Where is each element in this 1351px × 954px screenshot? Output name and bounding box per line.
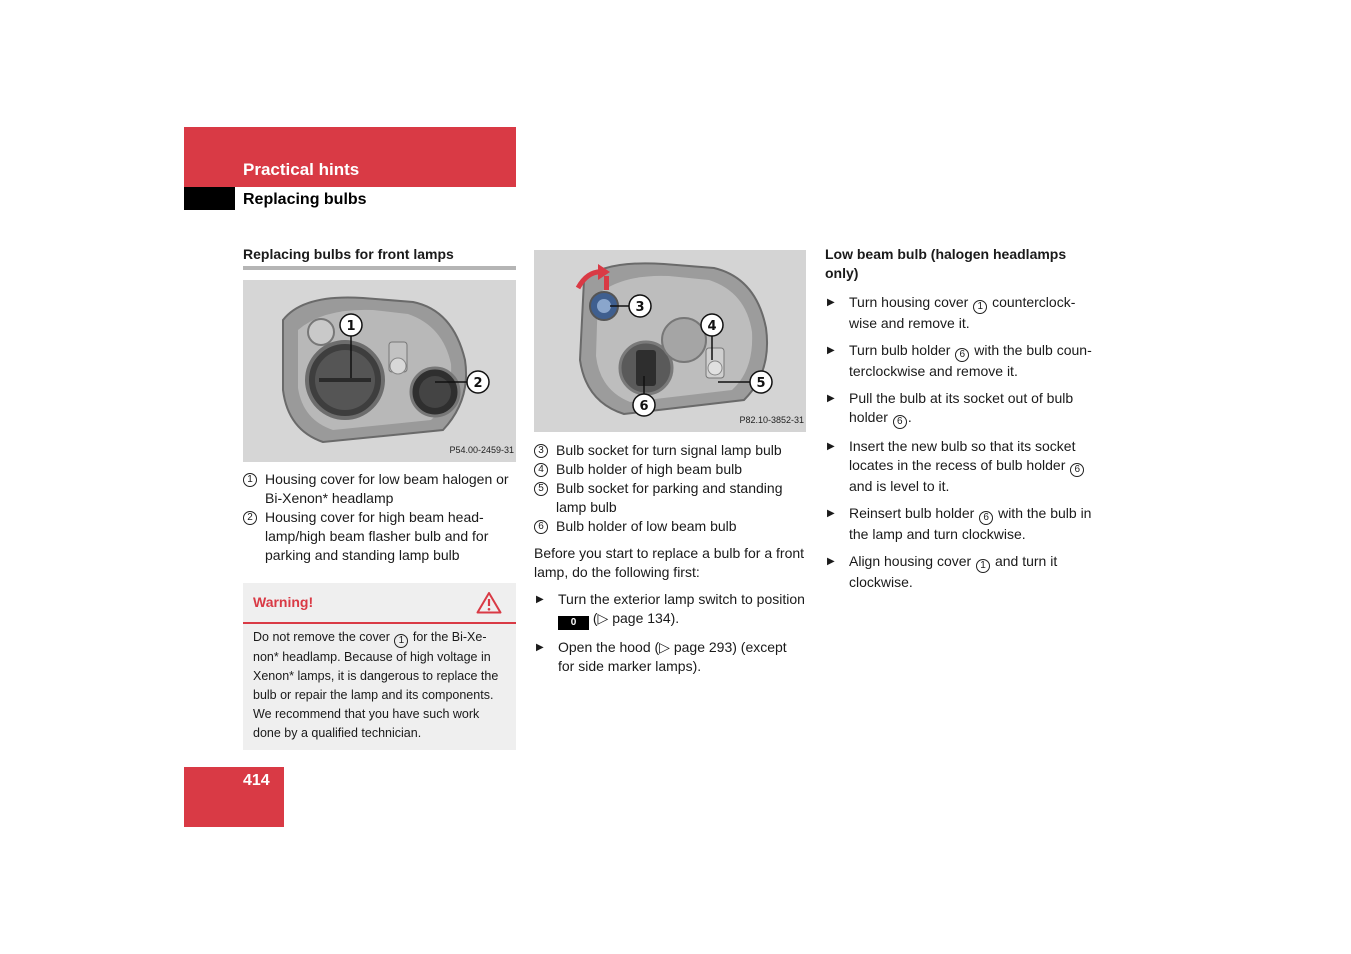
step-text: Open the hood (▷ page 293) (except for side marker lamps). bbox=[558, 639, 787, 674]
instruction-step bbox=[534, 590, 806, 630]
callout-number: 5 bbox=[534, 482, 548, 496]
warning-body bbox=[243, 624, 516, 750]
legend-text: Bulb socket for turn signal lamp bulb bbox=[556, 442, 782, 458]
svg-text:4: 4 bbox=[707, 319, 717, 334]
headlamp-illustration bbox=[243, 280, 516, 462]
step-text-b: and turn it clockwise. bbox=[849, 553, 1058, 590]
step-text bbox=[558, 590, 806, 630]
headlamp-illustration bbox=[534, 250, 806, 432]
legend-item bbox=[243, 470, 516, 508]
photo-code: P54.00-2459-31 bbox=[449, 445, 514, 455]
triangle-right-icon: ▶ bbox=[827, 393, 835, 404]
svg-text:3: 3 bbox=[635, 300, 645, 315]
step-text-a: Turn bulb holder bbox=[849, 342, 951, 358]
legend-item bbox=[534, 479, 806, 517]
step-text-a: Insert the new bulb so that its socket locates in the recess of bulb holder bbox=[849, 438, 1076, 473]
switch-position-label: 0 bbox=[558, 616, 589, 630]
callout-number: 1 bbox=[394, 634, 408, 648]
triangle-right-icon: ▶ bbox=[827, 297, 835, 308]
section-title: Replacing bulbs bbox=[243, 191, 367, 208]
warning-text-b: for the Bi-Xe-non* headlamp. Because of high voltage in Xenon* lamps, it is dangerous to replace the bulb or repair the lamp and its components. We recommend that you have such work done by a qualified technician. bbox=[253, 630, 499, 740]
legend-text: Bulb holder of high beam bulb bbox=[556, 461, 743, 477]
step-text-b: with the bulb coun-terclockwise and remove it. bbox=[849, 342, 1092, 379]
instruction-step bbox=[534, 638, 806, 676]
legend-text: Housing cover for high beam head-lamp/high beam flasher bulb and for parking and standing lamp bulb bbox=[265, 509, 489, 563]
step-text-a: Reinsert bulb holder bbox=[849, 505, 975, 521]
instruction-step bbox=[825, 504, 1103, 544]
column-right bbox=[825, 245, 1103, 592]
headlamp-photo-rear bbox=[243, 280, 516, 462]
step-text-b: and is level to it. bbox=[849, 478, 950, 494]
triangle-right-icon: ▶ bbox=[827, 556, 835, 567]
step-text-a: Turn the exterior lamp switch to position bbox=[558, 591, 805, 607]
headlamp-photo-bulbs bbox=[534, 250, 806, 432]
triangle-right-icon: ▶ bbox=[536, 642, 544, 653]
instruction-step bbox=[825, 341, 1103, 381]
triangle-right-icon: ▶ bbox=[827, 345, 835, 356]
triangle-right-icon: ▶ bbox=[827, 508, 835, 519]
step-text-b: (▷ page 134). bbox=[592, 610, 680, 626]
callout-number: 6 bbox=[1070, 463, 1084, 477]
svg-text:1: 1 bbox=[346, 319, 356, 334]
svg-text:6: 6 bbox=[639, 399, 649, 414]
instruction-step bbox=[825, 552, 1103, 592]
warning-triangle-icon bbox=[476, 591, 502, 614]
photo-code: P82.10-3852-31 bbox=[739, 415, 804, 425]
callout-number: 1 bbox=[973, 300, 987, 314]
warning-box bbox=[243, 583, 516, 750]
step-text-b: with the bulb in the lamp and turn clockwise. bbox=[849, 505, 1092, 542]
column-left bbox=[243, 245, 516, 750]
callout-number: 6 bbox=[955, 348, 969, 362]
column-middle bbox=[534, 250, 806, 676]
legend-list bbox=[534, 441, 806, 536]
callout-number: 6 bbox=[534, 520, 548, 534]
legend-text: Bulb holder of low beam bulb bbox=[556, 518, 737, 534]
step-text-a: Turn housing cover bbox=[849, 294, 969, 310]
triangle-right-icon: ▶ bbox=[536, 594, 544, 605]
callout-number: 6 bbox=[979, 511, 993, 525]
warning-text-a: Do not remove the cover bbox=[253, 630, 390, 644]
legend-list bbox=[243, 470, 516, 565]
callout-number: 3 bbox=[534, 444, 548, 458]
triangle-right-icon: ▶ bbox=[827, 441, 835, 452]
svg-text:5: 5 bbox=[756, 376, 766, 391]
instruction-step bbox=[825, 293, 1103, 333]
step-text-a: Align housing cover bbox=[849, 553, 972, 569]
intro-paragraph: Before you start to replace a bulb for a front lamp, do the following first: bbox=[534, 545, 805, 580]
warning-header bbox=[243, 583, 516, 624]
section-tab bbox=[184, 187, 235, 210]
chapter-title: Practical hints bbox=[243, 160, 360, 179]
legend-item bbox=[534, 517, 806, 536]
svg-text:2: 2 bbox=[473, 376, 483, 391]
step-text-a: Pull the bulb at its socket out of bulb holder bbox=[849, 390, 1074, 425]
step-text-b: . bbox=[907, 409, 912, 425]
callout-number: 2 bbox=[243, 511, 257, 525]
subheading-front-lamps: Replacing bulbs for front lamps bbox=[243, 245, 516, 270]
callout-number: 6 bbox=[893, 415, 907, 429]
step-text-b: counterclock-wise and remove it. bbox=[849, 294, 1076, 331]
callout-number: 1 bbox=[243, 473, 257, 487]
legend-text: Bulb socket for parking and standing lamp bulb bbox=[556, 480, 783, 515]
legend-item bbox=[243, 508, 516, 565]
legend-item bbox=[534, 460, 806, 479]
page-number: 414 bbox=[243, 772, 270, 789]
instruction-step bbox=[825, 389, 1103, 429]
legend-text: Housing cover for low beam halogen or Bi-Xenon* headlamp bbox=[265, 471, 509, 506]
instruction-step bbox=[825, 437, 1103, 496]
callout-number: 4 bbox=[534, 463, 548, 477]
subheading-low-beam: Low beam bulb (halogen headlamps only) bbox=[825, 246, 1067, 281]
warning-title: Warning! bbox=[253, 594, 314, 610]
callout-number: 1 bbox=[976, 559, 990, 573]
legend-item bbox=[534, 441, 806, 460]
